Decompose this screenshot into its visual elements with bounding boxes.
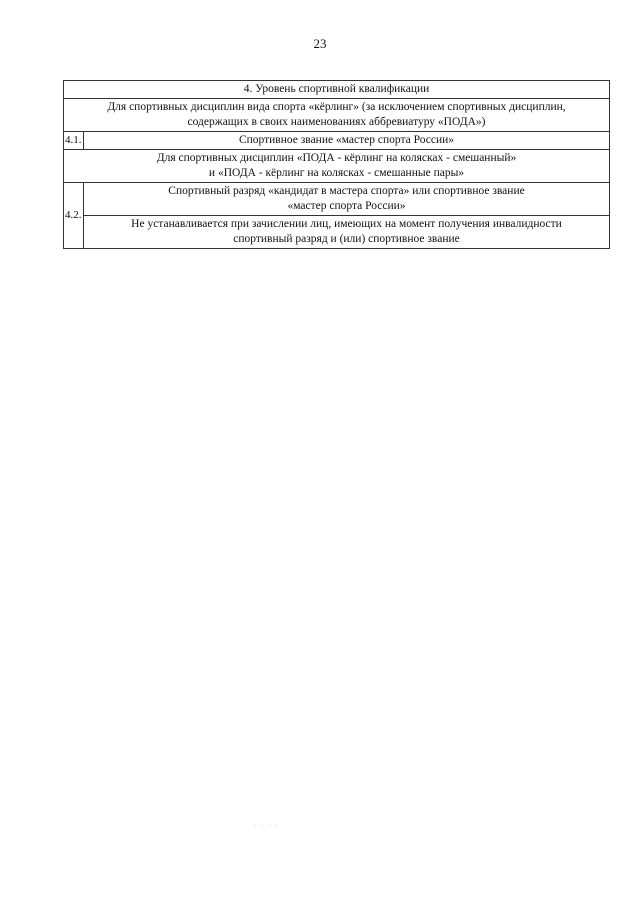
footer-mark: . . . . — [255, 822, 280, 828]
row-text-4-2-b-line-1: Не устанавливается при зачислении лиц, имеющих на момент получения инвалидности — [131, 218, 562, 230]
group-header-2-line-2: и «ПОДА - кёрлинг на колясках - смешанные пары» — [208, 167, 465, 179]
group-header-row-2 — [64, 150, 610, 183]
group-header-2-line-1: Для спортивных дисциплин «ПОДА - кёрлинг на колясках - смешанный» — [156, 152, 517, 164]
row-number-4-2: 4.2. — [64, 183, 84, 249]
page-number: 23 — [313, 36, 327, 51]
table-row-4-2-b — [64, 216, 610, 249]
row-text-4-2-b-line-2: спортивный разряд и (или) спортивное звание — [233, 233, 460, 245]
group-header-1-line-1: Для спортивных дисциплин вида спорта «кёрлинг» (за исключением спортивных дисциплин, — [107, 101, 566, 113]
row-text-4-2-a — [84, 183, 610, 216]
row-text-4-2-b — [84, 216, 610, 249]
section-title: 4. Уровень спортивной квалификации — [64, 81, 610, 99]
row-text-4-2-a-line-1: Спортивный разряд «кандидат в мастера спорта» или спортивное звание — [168, 185, 525, 197]
table-row-4-2-a — [64, 183, 610, 216]
row-text-4-2-a-line-2: «мастер спорта России» — [287, 200, 406, 212]
row-text-4-1: Спортивное звание «мастер спорта России» — [84, 132, 610, 150]
group-header-row-1 — [64, 99, 610, 132]
qualification-table — [63, 80, 610, 249]
row-number-4-1: 4.1. — [64, 132, 84, 150]
group-header-1-line-2: содержащих в своих наименованиях аббревиатуру «ПОДА») — [187, 116, 486, 128]
group-header-2 — [64, 150, 610, 183]
group-header-1 — [64, 99, 610, 132]
section-title-row — [64, 81, 610, 99]
table-row-4-1 — [64, 132, 610, 150]
